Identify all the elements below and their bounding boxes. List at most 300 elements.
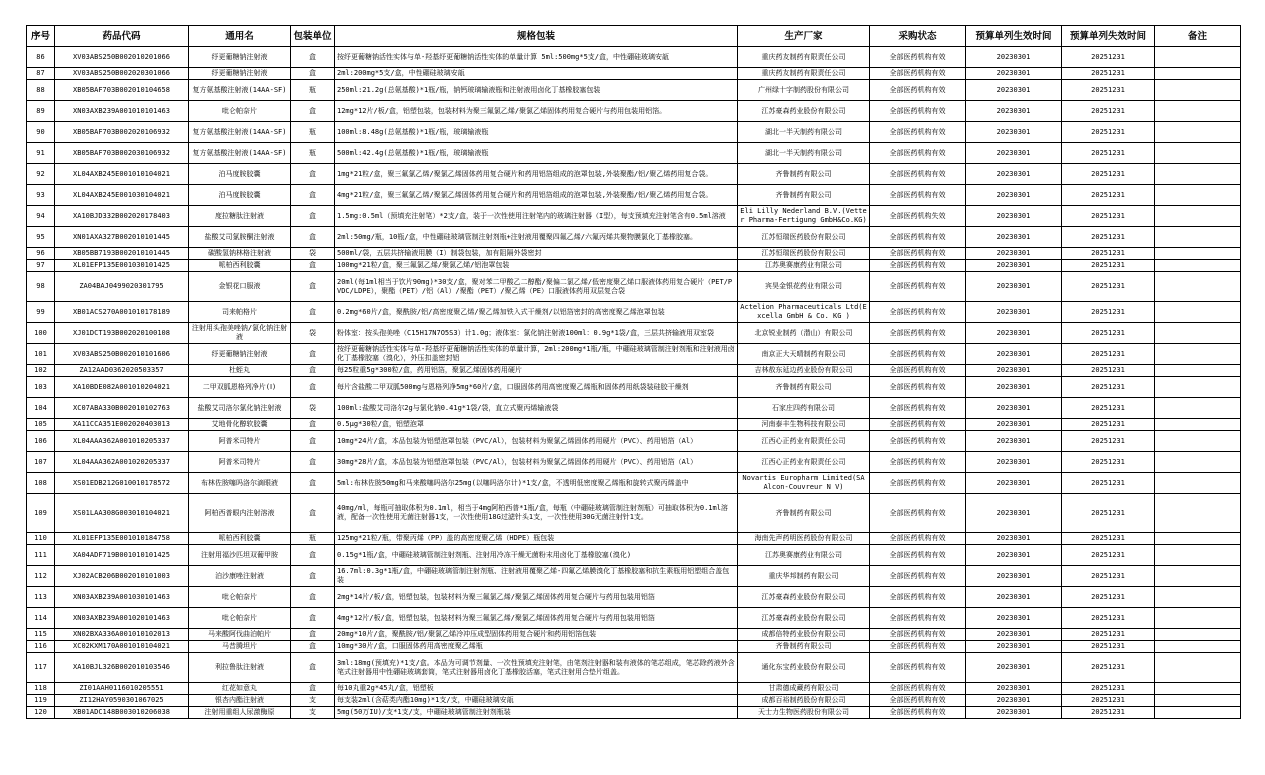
cell-unit[interactable]: [291, 545, 335, 566]
cell-code[interactable]: [55, 494, 189, 533]
cell-maker[interactable]: [738, 398, 870, 419]
cell-code[interactable]: [55, 653, 189, 683]
cell-status[interactable]: [870, 533, 966, 545]
cell-end[interactable]: [1062, 164, 1155, 185]
cell-no[interactable]: [27, 260, 55, 272]
cell-unit[interactable]: [291, 533, 335, 545]
cell-spec[interactable]: [335, 419, 738, 431]
cell-note[interactable]: [1155, 185, 1241, 206]
table-row[interactable]: [27, 629, 1241, 641]
cell-status[interactable]: [870, 323, 966, 344]
cell-spec[interactable]: [335, 473, 738, 494]
cell-code[interactable]: [55, 629, 189, 641]
cell-end[interactable]: [1062, 302, 1155, 323]
cell-name[interactable]: [189, 164, 291, 185]
cell-name[interactable]: [189, 185, 291, 206]
table-row[interactable]: [27, 143, 1241, 164]
cell-no[interactable]: [27, 707, 55, 719]
cell-start[interactable]: [966, 227, 1062, 248]
cell-no[interactable]: [27, 419, 55, 431]
cell-spec[interactable]: [335, 566, 738, 587]
cell-unit[interactable]: [291, 227, 335, 248]
cell-name[interactable]: [189, 143, 291, 164]
cell-note[interactable]: [1155, 272, 1241, 302]
cell-start[interactable]: [966, 365, 1062, 377]
cell-name[interactable]: [189, 68, 291, 80]
cell-start[interactable]: [966, 419, 1062, 431]
cell-start[interactable]: [966, 533, 1062, 545]
cell-no[interactable]: [27, 494, 55, 533]
cell-name[interactable]: [189, 344, 291, 365]
cell-end[interactable]: [1062, 494, 1155, 533]
cell-spec[interactable]: [335, 143, 738, 164]
cell-note[interactable]: [1155, 629, 1241, 641]
cell-note[interactable]: [1155, 377, 1241, 398]
cell-start[interactable]: [966, 185, 1062, 206]
table-row[interactable]: [27, 587, 1241, 608]
cell-no[interactable]: [27, 629, 55, 641]
cell-status[interactable]: [870, 641, 966, 653]
cell-status[interactable]: [870, 122, 966, 143]
cell-maker[interactable]: [738, 419, 870, 431]
cell-spec[interactable]: [335, 545, 738, 566]
col-header-name[interactable]: 通用名: [189, 26, 291, 47]
cell-code[interactable]: [55, 695, 189, 707]
cell-spec[interactable]: [335, 206, 738, 227]
table-row[interactable]: [27, 398, 1241, 419]
col-header-code[interactable]: 药品代码: [55, 26, 189, 47]
cell-start[interactable]: [966, 122, 1062, 143]
cell-spec[interactable]: [335, 629, 738, 641]
cell-name[interactable]: [189, 47, 291, 68]
cell-maker[interactable]: [738, 533, 870, 545]
table-row[interactable]: [27, 608, 1241, 629]
cell-end[interactable]: [1062, 206, 1155, 227]
cell-unit[interactable]: [291, 641, 335, 653]
cell-status[interactable]: [870, 545, 966, 566]
cell-unit[interactable]: [291, 143, 335, 164]
table-row[interactable]: [27, 164, 1241, 185]
cell-name[interactable]: [189, 260, 291, 272]
cell-status[interactable]: [870, 227, 966, 248]
table-row[interactable]: [27, 473, 1241, 494]
cell-no[interactable]: [27, 452, 55, 473]
cell-no[interactable]: [27, 473, 55, 494]
cell-maker[interactable]: [738, 260, 870, 272]
cell-spec[interactable]: [335, 323, 738, 344]
table-row[interactable]: [27, 707, 1241, 719]
cell-start[interactable]: [966, 629, 1062, 641]
col-header-end[interactable]: 预算单列失效时间: [1062, 26, 1155, 47]
cell-note[interactable]: [1155, 323, 1241, 344]
cell-name[interactable]: [189, 641, 291, 653]
cell-name[interactable]: [189, 545, 291, 566]
cell-maker[interactable]: [738, 302, 870, 323]
cell-name[interactable]: [189, 683, 291, 695]
col-header-spec[interactable]: 规格包装: [335, 26, 738, 47]
cell-code[interactable]: [55, 545, 189, 566]
cell-no[interactable]: [27, 587, 55, 608]
cell-status[interactable]: [870, 419, 966, 431]
cell-code[interactable]: [55, 566, 189, 587]
cell-no[interactable]: [27, 227, 55, 248]
cell-name[interactable]: [189, 452, 291, 473]
cell-status[interactable]: [870, 47, 966, 68]
cell-unit[interactable]: [291, 695, 335, 707]
cell-maker[interactable]: [738, 227, 870, 248]
cell-note[interactable]: [1155, 227, 1241, 248]
cell-code[interactable]: [55, 248, 189, 260]
cell-note[interactable]: [1155, 101, 1241, 122]
cell-note[interactable]: [1155, 164, 1241, 185]
cell-no[interactable]: [27, 323, 55, 344]
cell-code[interactable]: [55, 68, 189, 80]
table-row[interactable]: [27, 431, 1241, 452]
cell-end[interactable]: [1062, 587, 1155, 608]
table-row[interactable]: [27, 695, 1241, 707]
cell-note[interactable]: [1155, 608, 1241, 629]
cell-spec[interactable]: [335, 344, 738, 365]
cell-maker[interactable]: [738, 653, 870, 683]
cell-maker[interactable]: [738, 494, 870, 533]
cell-start[interactable]: [966, 494, 1062, 533]
cell-unit[interactable]: [291, 344, 335, 365]
cell-note[interactable]: [1155, 695, 1241, 707]
cell-maker[interactable]: [738, 431, 870, 452]
cell-status[interactable]: [870, 431, 966, 452]
cell-no[interactable]: [27, 101, 55, 122]
cell-name[interactable]: [189, 377, 291, 398]
cell-end[interactable]: [1062, 419, 1155, 431]
table-row[interactable]: [27, 302, 1241, 323]
cell-end[interactable]: [1062, 707, 1155, 719]
cell-name[interactable]: [189, 695, 291, 707]
col-header-note[interactable]: 备注: [1155, 26, 1241, 47]
cell-code[interactable]: [55, 143, 189, 164]
cell-spec[interactable]: [335, 101, 738, 122]
cell-unit[interactable]: [291, 653, 335, 683]
table-row[interactable]: [27, 68, 1241, 80]
cell-name[interactable]: [189, 608, 291, 629]
cell-note[interactable]: [1155, 419, 1241, 431]
cell-note[interactable]: [1155, 641, 1241, 653]
cell-code[interactable]: [55, 533, 189, 545]
cell-status[interactable]: [870, 452, 966, 473]
cell-note[interactable]: [1155, 452, 1241, 473]
cell-spec[interactable]: [335, 533, 738, 545]
table-row[interactable]: [27, 683, 1241, 695]
cell-status[interactable]: [870, 473, 966, 494]
table-row[interactable]: [27, 419, 1241, 431]
cell-code[interactable]: [55, 164, 189, 185]
cell-status[interactable]: [870, 695, 966, 707]
cell-spec[interactable]: [335, 707, 738, 719]
cell-end[interactable]: [1062, 683, 1155, 695]
cell-unit[interactable]: [291, 566, 335, 587]
table-row[interactable]: [27, 185, 1241, 206]
cell-name[interactable]: [189, 122, 291, 143]
col-header-start[interactable]: 预算单列生效时间: [966, 26, 1062, 47]
cell-no[interactable]: [27, 566, 55, 587]
cell-no[interactable]: [27, 80, 55, 101]
cell-unit[interactable]: [291, 587, 335, 608]
cell-unit[interactable]: [291, 629, 335, 641]
cell-name[interactable]: [189, 473, 291, 494]
cell-spec[interactable]: [335, 377, 738, 398]
cell-spec[interactable]: [335, 608, 738, 629]
cell-end[interactable]: [1062, 143, 1155, 164]
cell-no[interactable]: [27, 206, 55, 227]
cell-start[interactable]: [966, 641, 1062, 653]
cell-note[interactable]: [1155, 653, 1241, 683]
cell-end[interactable]: [1062, 185, 1155, 206]
cell-start[interactable]: [966, 323, 1062, 344]
cell-status[interactable]: [870, 206, 966, 227]
cell-name[interactable]: [189, 227, 291, 248]
cell-no[interactable]: [27, 377, 55, 398]
table-row[interactable]: [27, 80, 1241, 101]
cell-unit[interactable]: [291, 122, 335, 143]
cell-spec[interactable]: [335, 431, 738, 452]
cell-end[interactable]: [1062, 653, 1155, 683]
cell-spec[interactable]: [335, 164, 738, 185]
cell-start[interactable]: [966, 164, 1062, 185]
cell-start[interactable]: [966, 143, 1062, 164]
cell-note[interactable]: [1155, 431, 1241, 452]
cell-start[interactable]: [966, 47, 1062, 68]
cell-end[interactable]: [1062, 68, 1155, 80]
cell-maker[interactable]: [738, 47, 870, 68]
cell-maker[interactable]: [738, 143, 870, 164]
cell-end[interactable]: [1062, 227, 1155, 248]
cell-note[interactable]: [1155, 494, 1241, 533]
cell-end[interactable]: [1062, 473, 1155, 494]
cell-code[interactable]: [55, 683, 189, 695]
cell-unit[interactable]: [291, 365, 335, 377]
cell-name[interactable]: [189, 533, 291, 545]
cell-maker[interactable]: [738, 164, 870, 185]
cell-code[interactable]: [55, 302, 189, 323]
cell-no[interactable]: [27, 302, 55, 323]
cell-status[interactable]: [870, 272, 966, 302]
cell-no[interactable]: [27, 653, 55, 683]
table-row[interactable]: [27, 260, 1241, 272]
cell-start[interactable]: [966, 302, 1062, 323]
cell-status[interactable]: [870, 377, 966, 398]
cell-status[interactable]: [870, 143, 966, 164]
cell-start[interactable]: [966, 695, 1062, 707]
cell-code[interactable]: [55, 365, 189, 377]
cell-name[interactable]: [189, 587, 291, 608]
cell-name[interactable]: [189, 566, 291, 587]
cell-start[interactable]: [966, 545, 1062, 566]
cell-status[interactable]: [870, 566, 966, 587]
cell-status[interactable]: [870, 494, 966, 533]
cell-status[interactable]: [870, 683, 966, 695]
cell-name[interactable]: [189, 494, 291, 533]
cell-end[interactable]: [1062, 608, 1155, 629]
cell-end[interactable]: [1062, 431, 1155, 452]
cell-maker[interactable]: [738, 608, 870, 629]
cell-code[interactable]: [55, 452, 189, 473]
cell-maker[interactable]: [738, 323, 870, 344]
cell-maker[interactable]: [738, 68, 870, 80]
cell-spec[interactable]: [335, 365, 738, 377]
cell-note[interactable]: [1155, 143, 1241, 164]
cell-unit[interactable]: [291, 185, 335, 206]
cell-unit[interactable]: [291, 206, 335, 227]
cell-status[interactable]: [870, 365, 966, 377]
cell-spec[interactable]: [335, 683, 738, 695]
cell-unit[interactable]: [291, 419, 335, 431]
cell-maker[interactable]: [738, 587, 870, 608]
cell-spec[interactable]: [335, 302, 738, 323]
cell-end[interactable]: [1062, 323, 1155, 344]
cell-name[interactable]: [189, 431, 291, 452]
cell-no[interactable]: [27, 143, 55, 164]
cell-maker[interactable]: [738, 707, 870, 719]
cell-status[interactable]: [870, 260, 966, 272]
cell-end[interactable]: [1062, 344, 1155, 365]
cell-start[interactable]: [966, 608, 1062, 629]
cell-unit[interactable]: [291, 608, 335, 629]
cell-note[interactable]: [1155, 206, 1241, 227]
cell-spec[interactable]: [335, 68, 738, 80]
cell-unit[interactable]: [291, 494, 335, 533]
cell-unit[interactable]: [291, 80, 335, 101]
cell-spec[interactable]: [335, 272, 738, 302]
cell-note[interactable]: [1155, 260, 1241, 272]
cell-status[interactable]: [870, 185, 966, 206]
cell-status[interactable]: [870, 101, 966, 122]
cell-maker[interactable]: [738, 206, 870, 227]
cell-unit[interactable]: [291, 431, 335, 452]
cell-code[interactable]: [55, 431, 189, 452]
cell-no[interactable]: [27, 68, 55, 80]
cell-code[interactable]: [55, 344, 189, 365]
col-header-unit[interactable]: 包装单位: [291, 26, 335, 47]
cell-unit[interactable]: [291, 398, 335, 419]
table-row[interactable]: [27, 272, 1241, 302]
cell-end[interactable]: [1062, 452, 1155, 473]
col-header-no[interactable]: 序号: [27, 26, 55, 47]
cell-start[interactable]: [966, 344, 1062, 365]
cell-note[interactable]: [1155, 545, 1241, 566]
cell-start[interactable]: [966, 653, 1062, 683]
cell-code[interactable]: [55, 101, 189, 122]
cell-note[interactable]: [1155, 80, 1241, 101]
cell-no[interactable]: [27, 122, 55, 143]
cell-code[interactable]: [55, 608, 189, 629]
table-row[interactable]: [27, 122, 1241, 143]
cell-end[interactable]: [1062, 377, 1155, 398]
cell-name[interactable]: [189, 272, 291, 302]
cell-note[interactable]: [1155, 683, 1241, 695]
cell-maker[interactable]: [738, 365, 870, 377]
cell-note[interactable]: [1155, 707, 1241, 719]
cell-spec[interactable]: [335, 641, 738, 653]
cell-name[interactable]: [189, 80, 291, 101]
cell-code[interactable]: [55, 377, 189, 398]
cell-unit[interactable]: [291, 323, 335, 344]
cell-code[interactable]: [55, 641, 189, 653]
table-row[interactable]: [27, 227, 1241, 248]
cell-code[interactable]: [55, 419, 189, 431]
cell-spec[interactable]: [335, 695, 738, 707]
cell-status[interactable]: [870, 653, 966, 683]
cell-code[interactable]: [55, 80, 189, 101]
cell-status[interactable]: [870, 302, 966, 323]
cell-name[interactable]: [189, 629, 291, 641]
table-row[interactable]: [27, 641, 1241, 653]
cell-end[interactable]: [1062, 101, 1155, 122]
cell-end[interactable]: [1062, 80, 1155, 101]
cell-name[interactable]: [189, 101, 291, 122]
cell-start[interactable]: [966, 566, 1062, 587]
cell-note[interactable]: [1155, 122, 1241, 143]
table-row[interactable]: [27, 494, 1241, 533]
table-row[interactable]: [27, 248, 1241, 260]
cell-code[interactable]: [55, 707, 189, 719]
cell-no[interactable]: [27, 164, 55, 185]
cell-name[interactable]: [189, 323, 291, 344]
table-row[interactable]: [27, 206, 1241, 227]
cell-spec[interactable]: [335, 122, 738, 143]
cell-maker[interactable]: [738, 122, 870, 143]
cell-no[interactable]: [27, 272, 55, 302]
cell-end[interactable]: [1062, 365, 1155, 377]
cell-note[interactable]: [1155, 365, 1241, 377]
cell-note[interactable]: [1155, 398, 1241, 419]
cell-code[interactable]: [55, 260, 189, 272]
cell-end[interactable]: [1062, 533, 1155, 545]
table-row[interactable]: [27, 323, 1241, 344]
table-row[interactable]: [27, 545, 1241, 566]
cell-spec[interactable]: [335, 452, 738, 473]
cell-end[interactable]: [1062, 398, 1155, 419]
cell-note[interactable]: [1155, 533, 1241, 545]
cell-spec[interactable]: [335, 653, 738, 683]
cell-spec[interactable]: [335, 248, 738, 260]
cell-code[interactable]: [55, 587, 189, 608]
cell-unit[interactable]: [291, 272, 335, 302]
cell-maker[interactable]: [738, 695, 870, 707]
cell-spec[interactable]: [335, 227, 738, 248]
col-header-maker[interactable]: 生产厂家: [738, 26, 870, 47]
cell-start[interactable]: [966, 101, 1062, 122]
cell-maker[interactable]: [738, 683, 870, 695]
cell-no[interactable]: [27, 185, 55, 206]
cell-code[interactable]: [55, 122, 189, 143]
cell-maker[interactable]: [738, 545, 870, 566]
cell-no[interactable]: [27, 533, 55, 545]
cell-start[interactable]: [966, 272, 1062, 302]
cell-spec[interactable]: [335, 587, 738, 608]
cell-status[interactable]: [870, 248, 966, 260]
table-row[interactable]: [27, 101, 1241, 122]
cell-code[interactable]: [55, 272, 189, 302]
cell-start[interactable]: [966, 473, 1062, 494]
cell-code[interactable]: [55, 227, 189, 248]
cell-maker[interactable]: [738, 566, 870, 587]
cell-note[interactable]: [1155, 344, 1241, 365]
cell-status[interactable]: [870, 629, 966, 641]
cell-maker[interactable]: [738, 248, 870, 260]
cell-status[interactable]: [870, 398, 966, 419]
table-row[interactable]: [27, 344, 1241, 365]
cell-end[interactable]: [1062, 260, 1155, 272]
cell-code[interactable]: [55, 206, 189, 227]
